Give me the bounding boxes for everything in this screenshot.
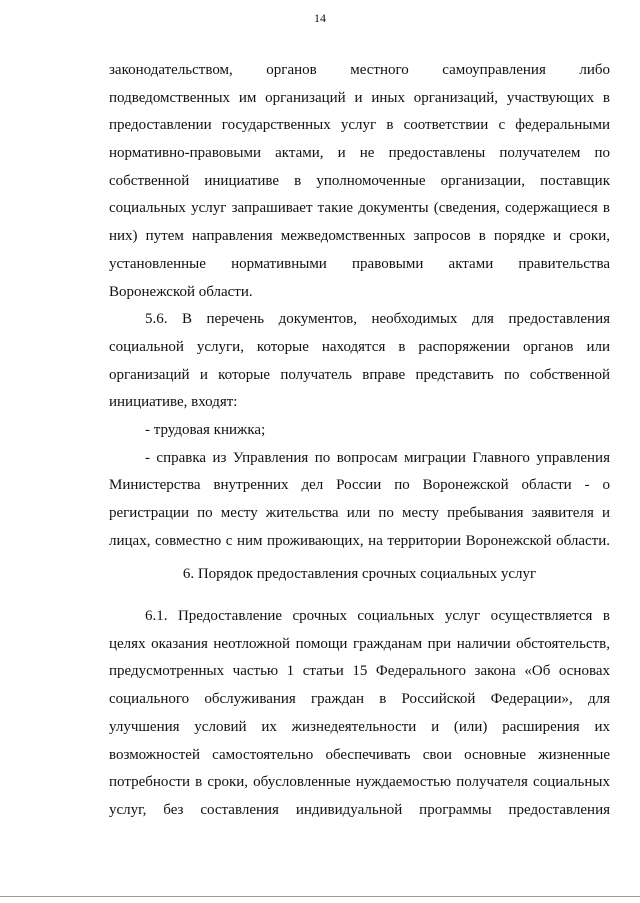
text-line: социальной услуги, которые находятся в распоряжении органов или bbox=[109, 338, 610, 355]
text-line: 6.1. Предоставление срочных социальных услуг осуществляется в bbox=[145, 608, 610, 625]
text-line: инициативе, входят: bbox=[109, 394, 238, 411]
text-line: социальных услуг запрашивает такие документы (сведения, содержащиеся в bbox=[109, 200, 610, 217]
body-text-before-heading bbox=[109, 57, 610, 555]
paragraph-item-2 bbox=[109, 445, 610, 556]
text-line: Министерства внутренних дел России по Воронежской области - о bbox=[109, 477, 610, 494]
text-line: 5.6. В перечень документов, необходимых для предоставления bbox=[145, 311, 610, 328]
text-line: целях оказания неотложной помощи гражданам при наличии обстоятельств, bbox=[109, 635, 610, 652]
section-heading: 6. Порядок предоставления срочных социальных услуг bbox=[182, 566, 537, 583]
paragraph-item-1 bbox=[109, 417, 610, 445]
text-line: подведомственных им организаций и иных организаций, участвующих в bbox=[109, 89, 610, 106]
page-body bbox=[109, 57, 610, 825]
text-line: предусмотренных частью 1 статьи 15 Федерального закона «Об основах bbox=[109, 663, 610, 680]
text-line: - справка из Управления по вопросам миграции Главного управления bbox=[145, 449, 610, 466]
text-line: установленные нормативными правовыми актами правительства bbox=[109, 255, 610, 272]
text-line: улучшения условий их жизнедеятельности и (или) расширения их bbox=[109, 718, 610, 735]
page-bottom-edge bbox=[0, 896, 640, 897]
page-number: 14 bbox=[314, 11, 326, 25]
text-line: лицах, совместно с ним проживающих, на территории Воронежской области. bbox=[109, 532, 610, 549]
text-line: потребности в сроки, обусловленные нуждаемостью получателя социальных bbox=[109, 774, 610, 791]
text-line: услуг, без составления индивидуальной программы предоставления bbox=[109, 801, 610, 818]
paragraph-p-6-1 bbox=[109, 603, 610, 825]
text-line: - трудовая книжка; bbox=[145, 421, 266, 438]
paragraph-continuation bbox=[109, 57, 610, 306]
paragraph-p-5-6 bbox=[109, 306, 610, 417]
text-line: них) путем направления межведомственных запросов в порядке и сроки, bbox=[109, 228, 610, 245]
text-line: Воронежской области. bbox=[109, 283, 253, 300]
body-text-after-heading bbox=[109, 603, 610, 825]
text-line: возможностей самостоятельно обеспечивать свои основные жизненные bbox=[109, 746, 610, 763]
text-line: собственной инициативе в уполномоченные организации, поставщик bbox=[109, 172, 610, 189]
text-line: организаций и которые получатель вправе представить по собственной bbox=[109, 366, 610, 383]
text-line: законодательством, органов местного самоуправления либо bbox=[109, 62, 610, 78]
text-line: регистрации по месту жительства или по месту пребывания заявителя и bbox=[109, 505, 610, 521]
text-line: социального обслуживания граждан в Российской Федерации», для bbox=[109, 691, 610, 708]
text-line: нормативно-правовыми актами, и не предоставлены получателем по bbox=[109, 145, 610, 162]
text-line: предоставлении государственных услуг в соответствии с федеральными bbox=[109, 117, 610, 134]
